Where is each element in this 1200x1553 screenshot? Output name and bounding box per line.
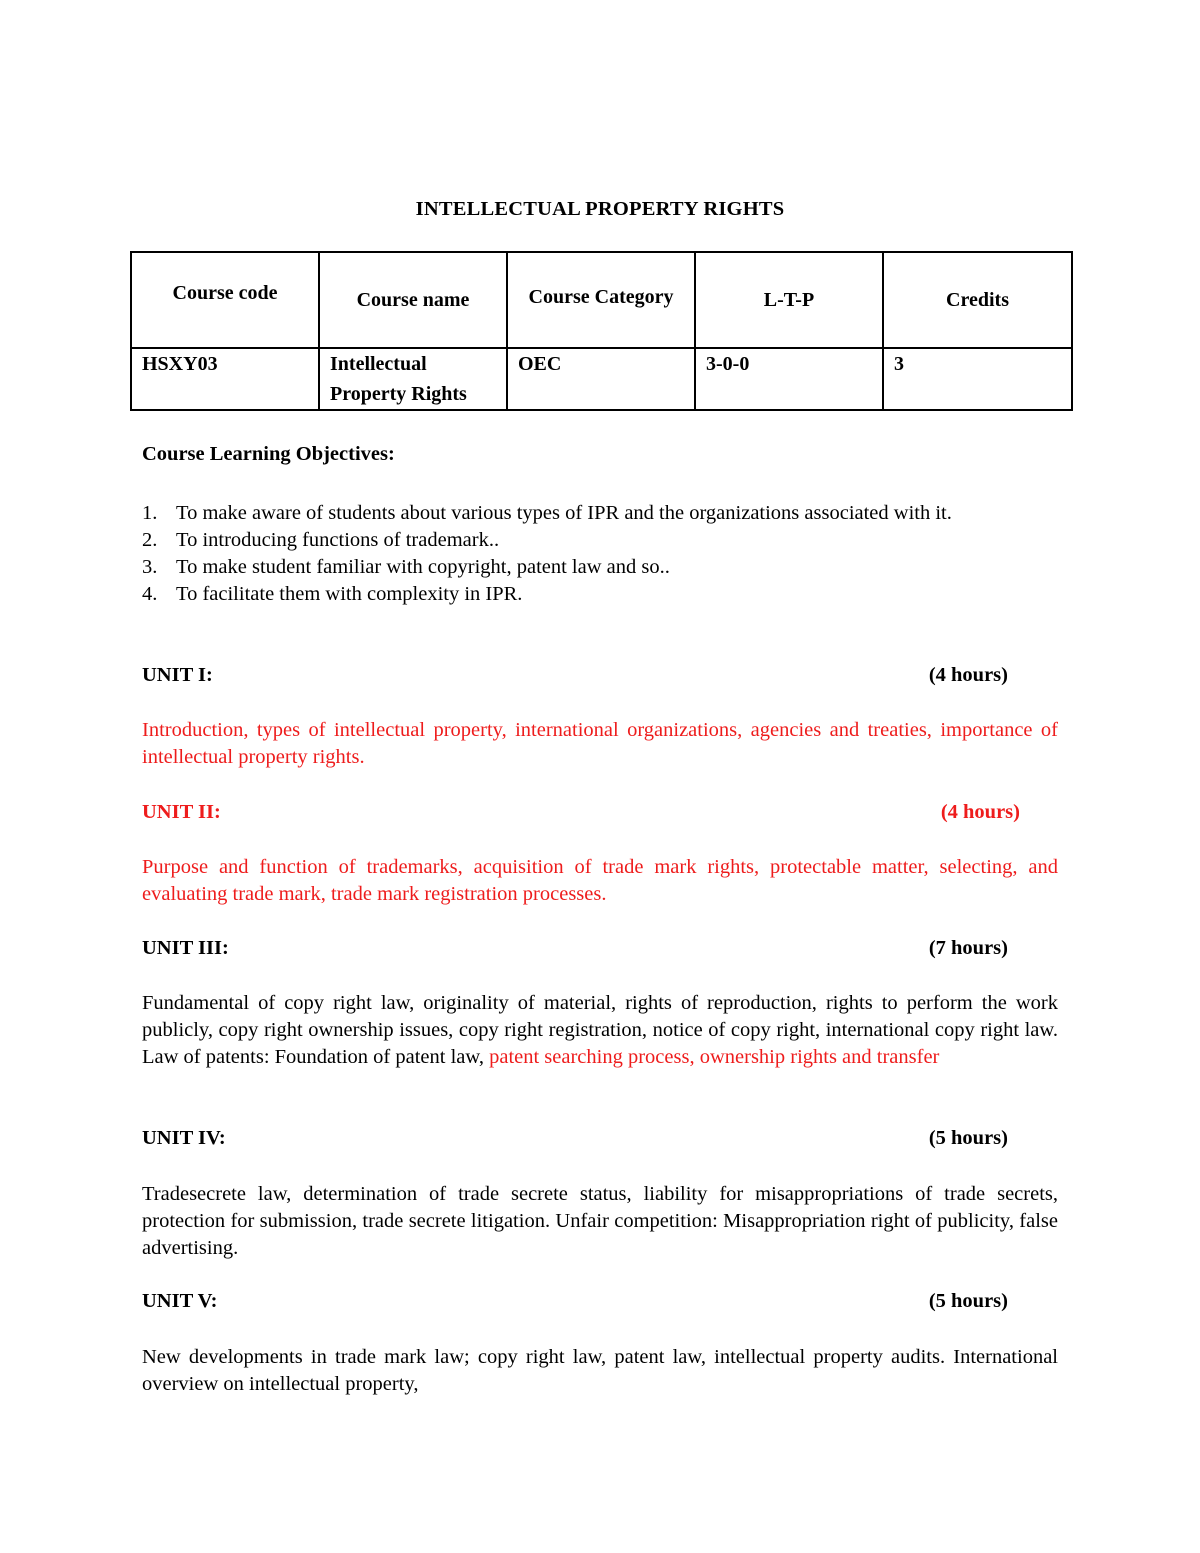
list-item bbox=[142, 554, 1062, 581]
header-credits: Credits bbox=[883, 252, 1072, 348]
unit-3-body bbox=[142, 990, 1058, 1071]
unit-5-body bbox=[142, 1344, 1058, 1398]
cell-course-category: OEC bbox=[507, 348, 695, 410]
list-item bbox=[142, 527, 1062, 554]
unit-3-text: Fundamental of copy right law, originality of material, rights of reproduction, rights to perform the work publicly, copy right ownership issues, copy right registration, notice of copy right, international copy right law. Law of patents: Foundation of patent law, bbox=[142, 992, 1058, 1068]
unit-1-heading bbox=[142, 664, 1008, 687]
list-item-number: 3. bbox=[142, 556, 158, 578]
cell-credits: 3 bbox=[883, 348, 1072, 410]
objectives-heading: Course Learning Objectives: bbox=[142, 443, 395, 465]
list-item-number: 1. bbox=[142, 502, 158, 524]
cell-course-name: Intellectual Property Rights bbox=[319, 348, 507, 410]
list-item bbox=[142, 500, 1062, 527]
unit-1-body bbox=[142, 717, 1058, 771]
objectives-list bbox=[142, 500, 1062, 608]
unit-1-label: UNIT I: bbox=[142, 664, 213, 686]
unit-3-hours: (7 hours) bbox=[928, 937, 1008, 959]
document-title: INTELLECTUAL PROPERTY RIGHTS bbox=[415, 198, 785, 220]
unit-2-hours: (4 hours) bbox=[940, 801, 1020, 823]
unit-3-label: UNIT III: bbox=[142, 937, 229, 959]
list-item-number: 2. bbox=[142, 529, 158, 551]
list-item-number: 4. bbox=[142, 583, 158, 605]
header-course-code: Course code bbox=[131, 252, 319, 348]
cell-course-code: HSXY03 bbox=[131, 348, 319, 410]
unit-1-text-red: Introduction, types of intellectual property, international organizations, agencies and treaties, importance of intellectual property rights. bbox=[142, 719, 1058, 768]
unit-5-hours: (5 hours) bbox=[928, 1290, 1008, 1312]
table-header-row bbox=[131, 252, 1072, 348]
unit-5-text: New developments in trade mark law; copy right law, patent law, intellectual property audits. International overview on intellectual property, bbox=[142, 1346, 1058, 1395]
unit-2-heading bbox=[142, 801, 1020, 824]
unit-2-text-red: Purpose and function of trademarks, acquisition of trade mark rights, protectable matter, selecting, and evaluating trade mark, trade mark registration processes. bbox=[142, 856, 1058, 905]
list-item-text: To make aware of students about various types of IPR and the organizations associated with it. bbox=[176, 502, 952, 524]
table-row bbox=[131, 348, 1072, 410]
unit-2-label: UNIT II: bbox=[142, 801, 221, 823]
list-item-text: To facilitate them with complexity in IPR. bbox=[176, 583, 523, 605]
course-info-table bbox=[130, 251, 1073, 411]
unit-4-text: Tradesecrete law, determination of trade secrete status, liability for misappropriations of trade secrets, protection for submission, trade secrete litigation. Unfair competition: Misappropriation right of publicity, false advertising. bbox=[142, 1183, 1058, 1259]
unit-3-text-red: patent searching process, ownership rights and transfer bbox=[483, 1046, 940, 1068]
header-ltp: L-T-P bbox=[695, 252, 883, 348]
list-item-text: To make student familiar with copyright, patent law and so.. bbox=[176, 556, 670, 578]
unit-4-label: UNIT IV: bbox=[142, 1127, 226, 1149]
unit-3-heading bbox=[142, 937, 1008, 960]
unit-5-heading bbox=[142, 1290, 1008, 1313]
cell-ltp: 3-0-0 bbox=[695, 348, 883, 410]
unit-4-body bbox=[142, 1181, 1058, 1262]
list-item-text: To introducing functions of trademark.. bbox=[176, 529, 500, 551]
unit-1-hours: (4 hours) bbox=[928, 664, 1008, 686]
unit-4-hours: (5 hours) bbox=[928, 1127, 1008, 1149]
header-course-category: Course Category bbox=[507, 252, 695, 348]
list-item bbox=[142, 581, 1062, 608]
unit-5-label: UNIT V: bbox=[142, 1290, 218, 1312]
unit-4-heading bbox=[142, 1127, 1008, 1150]
unit-2-body bbox=[142, 854, 1058, 908]
header-course-name: Course name bbox=[319, 252, 507, 348]
